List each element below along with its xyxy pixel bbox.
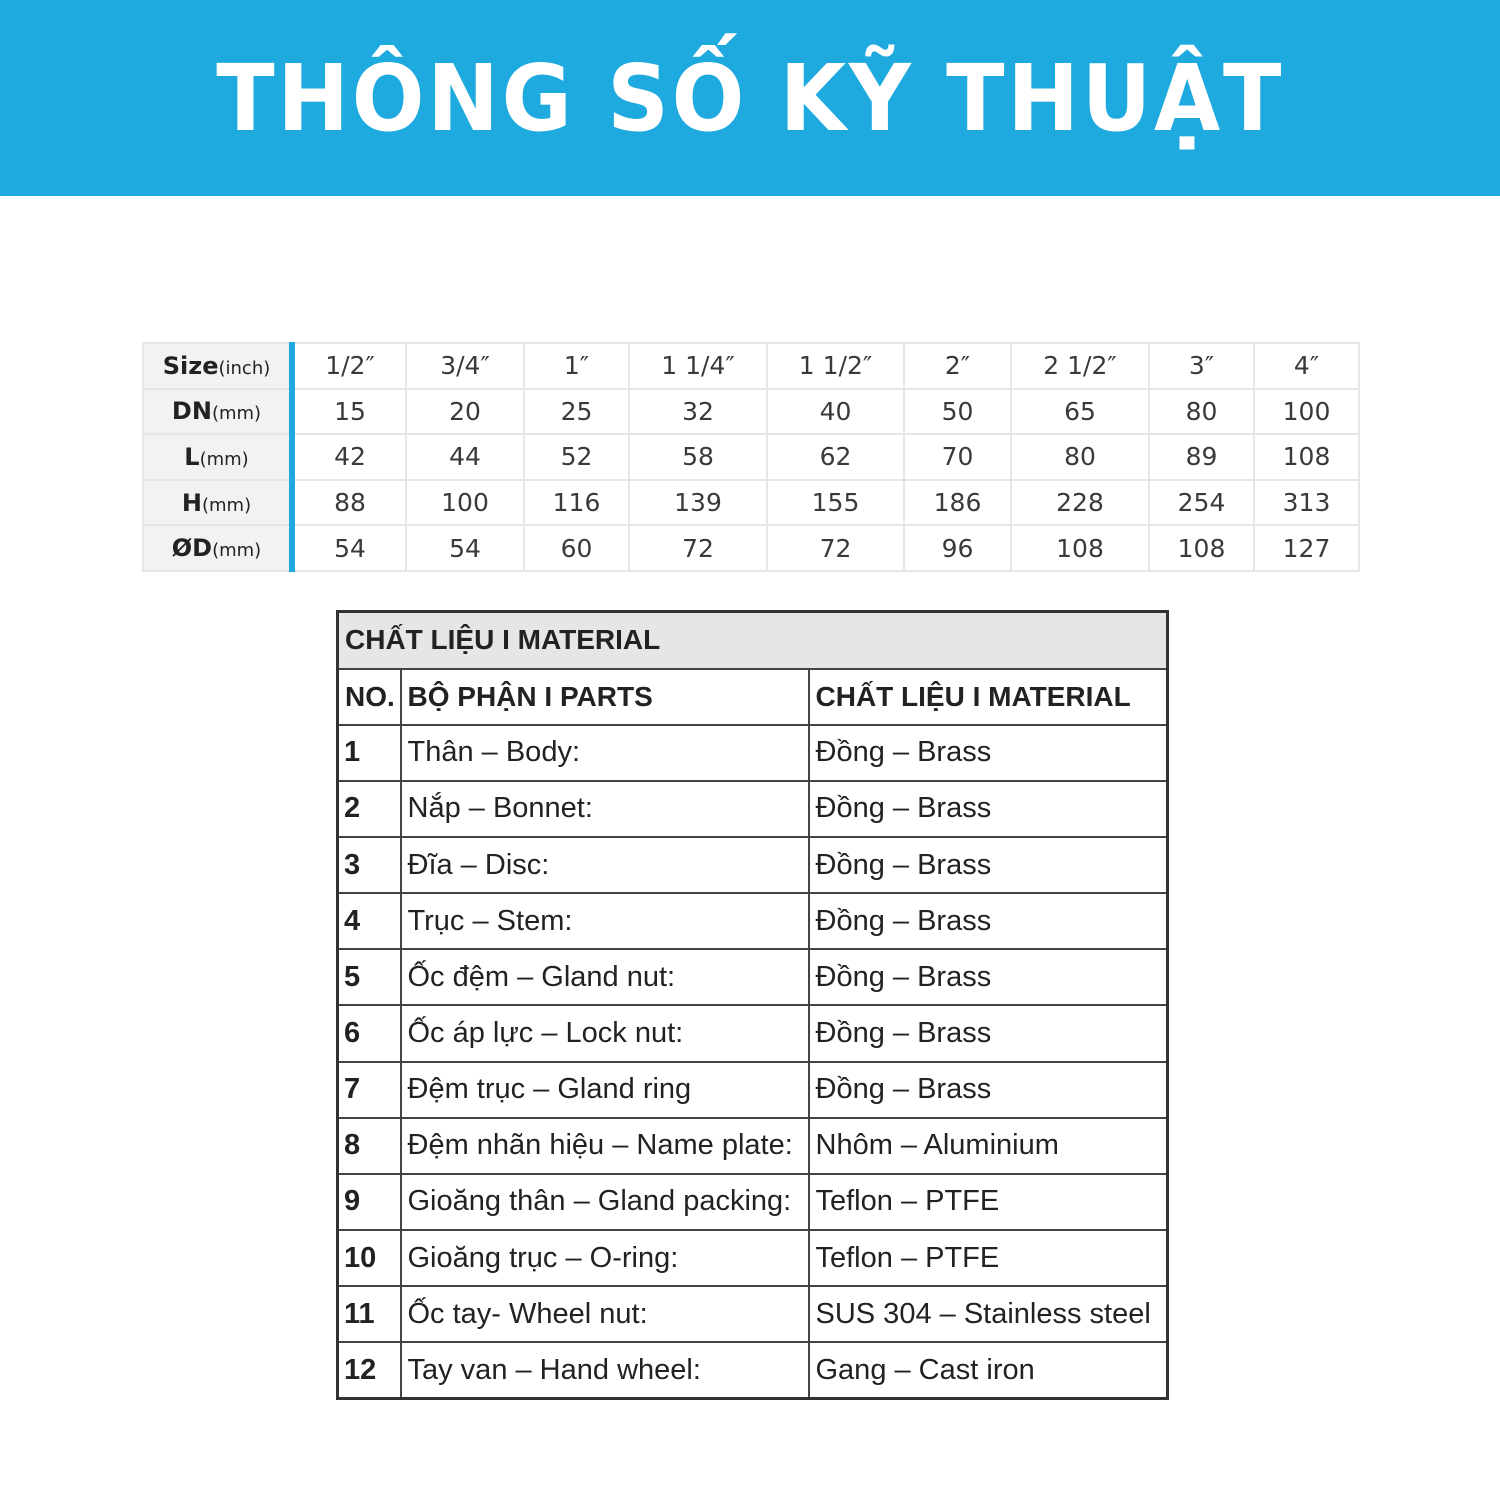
- size-table-cell: 127: [1254, 525, 1359, 571]
- header-parts: BỘ PHẬN I PARTS: [401, 669, 809, 725]
- size-table-cell: 139: [629, 480, 767, 526]
- part-name: Đệm nhãn hiệu – Name plate:: [401, 1118, 809, 1174]
- part-number: 1: [338, 725, 401, 781]
- part-name: Thân – Body:: [401, 725, 809, 781]
- material-header-row: [338, 669, 1168, 725]
- material-row: [338, 1118, 1168, 1174]
- part-name: Gioăng thân – Gland packing:: [401, 1174, 809, 1230]
- header-no: NO.: [338, 669, 401, 725]
- size-table-row: [143, 480, 1359, 526]
- size-table-cell: 70: [904, 434, 1011, 480]
- size-table-cell: 44: [406, 434, 524, 480]
- material-row: [338, 1174, 1168, 1230]
- material-row: [338, 781, 1168, 837]
- size-table-cell: 89: [1149, 434, 1254, 480]
- size-table-cell: 1/2″: [292, 343, 406, 389]
- part-material: Teflon – PTFE: [809, 1174, 1168, 1230]
- size-table-cell: 54: [292, 525, 406, 571]
- material-row: [338, 725, 1168, 781]
- row-header: [143, 480, 292, 526]
- part-number: 6: [338, 1005, 401, 1061]
- part-name: Nắp – Bonnet:: [401, 781, 809, 837]
- size-table-cell: 88: [292, 480, 406, 526]
- size-table-cell: 32: [629, 389, 767, 435]
- row-label: DN: [171, 397, 212, 426]
- size-table-cell: 313: [1254, 480, 1359, 526]
- row-header: [143, 389, 292, 435]
- material-table-title: CHẤT LIỆU I MATERIAL: [338, 612, 1168, 669]
- material-row: [338, 893, 1168, 949]
- part-number: 5: [338, 949, 401, 1005]
- row-label: ØD: [171, 534, 213, 563]
- row-unit: (mm): [199, 448, 249, 470]
- size-table-cell: 228: [1011, 480, 1149, 526]
- material-row: [338, 837, 1168, 893]
- size-table-cell: 96: [904, 525, 1011, 571]
- part-number: 3: [338, 837, 401, 893]
- part-name: Tay van – Hand wheel:: [401, 1342, 809, 1398]
- size-table-cell: 3/4″: [406, 343, 524, 389]
- size-table-cell: 72: [767, 525, 904, 571]
- size-table-cell: 52: [524, 434, 629, 480]
- size-dimension-table: [142, 342, 1360, 572]
- size-table-cell: 62: [767, 434, 904, 480]
- part-number: 4: [338, 893, 401, 949]
- size-table-cell: 1 1/2″: [767, 343, 904, 389]
- row-label: Size: [162, 351, 219, 380]
- part-number: 10: [338, 1230, 401, 1286]
- title-banner: [0, 0, 1500, 196]
- size-table-row: [143, 525, 1359, 571]
- material-row: [338, 1342, 1168, 1398]
- row-header: [143, 434, 292, 480]
- row-header: [143, 525, 292, 571]
- size-table-row: [143, 389, 1359, 435]
- size-table-cell: 186: [904, 480, 1011, 526]
- part-material: Đồng – Brass: [809, 781, 1168, 837]
- size-table-cell: 15: [292, 389, 406, 435]
- size-table-cell: 108: [1011, 525, 1149, 571]
- part-material: Đồng – Brass: [809, 837, 1168, 893]
- part-material: Đồng – Brass: [809, 893, 1168, 949]
- size-table-cell: 58: [629, 434, 767, 480]
- size-table-cell: 60: [524, 525, 629, 571]
- header-material: CHẤT LIỆU I MATERIAL: [809, 669, 1168, 725]
- row-unit: (mm): [201, 494, 252, 516]
- page-title: THÔNG SỐ KỸ THUẬT: [216, 44, 1284, 152]
- part-material: Đồng – Brass: [809, 1005, 1168, 1061]
- size-table-cell: 100: [1254, 389, 1359, 435]
- part-material: Đồng – Brass: [809, 949, 1168, 1005]
- size-table-cell: 72: [629, 525, 767, 571]
- material-row: [338, 1286, 1168, 1342]
- size-table-cell: 108: [1254, 434, 1359, 480]
- size-table-cell: 116: [524, 480, 629, 526]
- size-table-cell: 155: [767, 480, 904, 526]
- size-table-body: [143, 343, 1359, 571]
- row-unit: (mm): [211, 403, 262, 425]
- size-table-cell: 80: [1011, 434, 1149, 480]
- size-table-cell: 54: [406, 525, 524, 571]
- part-name: Trục – Stem:: [401, 893, 809, 949]
- material-table: [336, 610, 1169, 1400]
- row-unit: (mm): [212, 540, 262, 562]
- size-table-cell: 40: [767, 389, 904, 435]
- part-name: Gioăng trục – O-ring:: [401, 1230, 809, 1286]
- size-table-cell: 100: [406, 480, 524, 526]
- size-table-cell: 1″: [524, 343, 629, 389]
- part-name: Đĩa – Disc:: [401, 837, 809, 893]
- size-table-cell: 254: [1149, 480, 1254, 526]
- part-number: 8: [338, 1118, 401, 1174]
- size-table-cell: 20: [406, 389, 524, 435]
- size-table-cell: 1 1/4″: [629, 343, 767, 389]
- part-name: Ốc áp lực – Lock nut:: [401, 1005, 809, 1061]
- size-table-row: [143, 434, 1359, 480]
- part-material: Đồng – Brass: [809, 1062, 1168, 1118]
- part-number: 9: [338, 1174, 401, 1230]
- material-row: [338, 1005, 1168, 1061]
- part-number: 12: [338, 1342, 401, 1398]
- part-material: SUS 304 – Stainless steel: [809, 1286, 1168, 1342]
- row-label: L: [184, 442, 200, 471]
- part-name: Ốc đệm – Gland nut:: [401, 949, 809, 1005]
- material-row: [338, 1062, 1168, 1118]
- part-number: 11: [338, 1286, 401, 1342]
- size-table-row: [143, 343, 1359, 389]
- row-header: [143, 343, 292, 389]
- size-table-cell: 50: [904, 389, 1011, 435]
- part-name: Ốc tay- Wheel nut:: [401, 1286, 809, 1342]
- size-table-cell: 80: [1149, 389, 1254, 435]
- size-table-cell: 3″: [1149, 343, 1254, 389]
- size-table-cell: 65: [1011, 389, 1149, 435]
- size-table-cell: 2″: [904, 343, 1011, 389]
- size-table-cell: 2 1/2″: [1011, 343, 1149, 389]
- material-row: [338, 949, 1168, 1005]
- part-material: Gang – Cast iron: [809, 1342, 1168, 1398]
- part-number: 7: [338, 1062, 401, 1118]
- part-material: Đồng – Brass: [809, 725, 1168, 781]
- part-name: Đệm trục – Gland ring: [401, 1062, 809, 1118]
- material-table-body: [338, 612, 1168, 1399]
- part-number: 2: [338, 781, 401, 837]
- size-table-cell: 42: [292, 434, 406, 480]
- part-material: Nhôm – Aluminium: [809, 1118, 1168, 1174]
- material-title-row: [338, 612, 1168, 669]
- size-table-cell: 108: [1149, 525, 1254, 571]
- material-row: [338, 1230, 1168, 1286]
- row-unit: (inch): [218, 357, 271, 379]
- part-material: Teflon – PTFE: [809, 1230, 1168, 1286]
- size-table-cell: 25: [524, 389, 629, 435]
- row-label: H: [181, 488, 202, 517]
- size-table-cell: 4″: [1254, 343, 1359, 389]
